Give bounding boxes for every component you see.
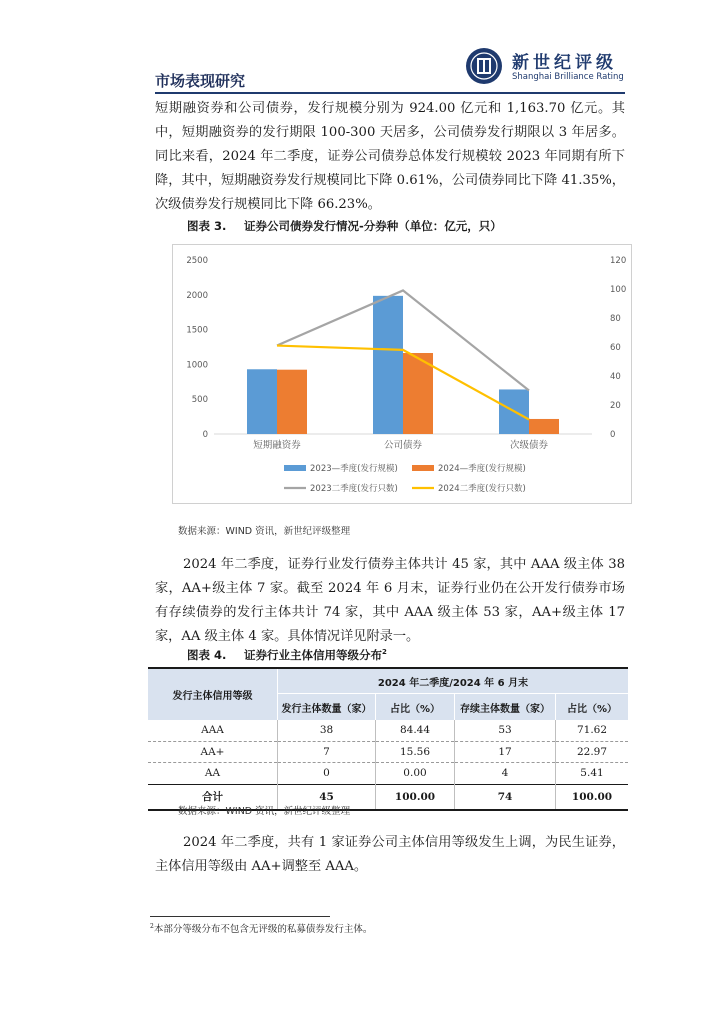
figure3-title: 证券公司债券发行情况-分券种（单位：亿元，只） (244, 219, 502, 233)
paragraph-2: 2024 年二季度，证券行业发行债券主体共计 45 家，其中 AAA 级主体 38 家，AA+级主体 7 家。截至 2024 年 6 月末，证券行业仍在公开发行债券市场有存续债券的发行主体共计 74 家，其中 AAA 级主体 53 家，AA+级主体 17 家，AA 级主体 4 家。具体情况详见附录一。 (155, 557, 625, 644)
outstanding-count-cell: 17 (455, 741, 556, 763)
category-label: 次级债券 (509, 440, 549, 451)
y-right-tick-label: 20 (610, 401, 621, 411)
legend-swatch (284, 465, 306, 471)
figure4-label: 图表 4. (187, 648, 227, 662)
issuer-count-cell: 38 (278, 720, 376, 741)
paragraph-1: 短期融资券和公司债券，发行规模分别为 924.00 亿元和 1,163.70 亿元。其中，短期融资券的发行期限 100-300 天居多，公司债券发行期限以 3 年居多。同比来看，2024 年二季度，证券公司债券总体发行规模较 2023 年同期有所下降，其中，短期融资券发行规模同比下降 0.61%，公司债券同比下降 41.35%，次级债券发行规模同比下降 66.23%。 (155, 101, 625, 212)
paragraph-3: 2024 年二季度，共有 1 家证券公司主体信用等级发生上调，为民生证券，主体信用等级由 AA+调整至 AAA。 (155, 835, 625, 874)
figure4-title: 证券行业主体信用等级分布 (244, 648, 382, 662)
table-row (148, 741, 628, 763)
total-label-cell: 合计 (148, 784, 278, 810)
y-right-tick-label: 120 (610, 256, 627, 266)
table-group-header: 2024 年二季度/2024 年 6 月末 (278, 668, 629, 694)
col-header-outstanding-pct: 占比（%） (556, 694, 629, 721)
section-title: 市场表现研究 (155, 72, 246, 90)
header-rule (155, 92, 625, 94)
figure4-footnote-ref: 2 (382, 648, 387, 657)
figure3-label: 图表 3. (187, 219, 227, 233)
y-left-tick-label: 2000 (186, 290, 208, 301)
y-left-tick-label: 500 (191, 395, 208, 406)
logo-english-name: Shanghai Brilliance Rating (512, 72, 624, 82)
issuer-count-cell: 7 (278, 741, 376, 763)
y-left-tick-label: 1500 (186, 325, 208, 336)
table-row (148, 763, 628, 785)
issuer-pct-cell: 84.44 (376, 720, 455, 741)
figure4-source: 数据来源：WIND 资讯，新世纪评级整理 (178, 806, 351, 817)
outstanding-pct-cell: 5.41 (556, 763, 629, 785)
legend-swatch (412, 465, 434, 471)
bar-2023-0 (247, 369, 277, 434)
footnote-mark: 2 (150, 922, 154, 930)
legend-label: 2023二季度(发行只数) (310, 484, 398, 494)
brand-logo-icon (464, 46, 504, 86)
logo-chinese-name: 新世纪评级 (512, 53, 617, 73)
footnote (150, 921, 372, 935)
category-label: 短期融资券 (253, 440, 301, 451)
footnote-text: 本部分等级分布不包含无评级的私募债券发行主体。 (153, 924, 373, 935)
y-right-tick-label: 0 (610, 430, 616, 440)
issuer-count-cell: 0 (278, 763, 376, 785)
figure3-source: 数据来源：WIND 资讯，新世纪评级整理 (178, 526, 351, 537)
col-header-issuer-count: 发行主体数量（家） (278, 694, 376, 721)
footnote-rule (150, 916, 330, 917)
table-corner-header: 发行主体信用等级 (148, 668, 278, 720)
rating-cell: AAA (148, 720, 278, 741)
total-issuer-count-cell: 45 (278, 784, 376, 810)
y-left-tick-label: 0 (202, 430, 208, 440)
bar-2024-0 (277, 370, 307, 434)
y-right-tick-label: 80 (610, 314, 621, 324)
bar-2023-1 (373, 296, 403, 434)
col-header-outstanding-count: 存续主体数量（家） (455, 694, 556, 721)
rating-cell: AA+ (148, 741, 278, 763)
y-right-tick-label: 60 (610, 343, 621, 353)
outstanding-pct-cell: 22.97 (556, 741, 629, 763)
total-outstanding-pct-cell: 100.00 (556, 784, 629, 810)
legend-label: 2024二季度(发行只数) (438, 484, 526, 494)
y-right-tick-label: 100 (610, 285, 627, 295)
issuer-pct-cell: 0.00 (376, 763, 455, 785)
rating-cell: AA (148, 763, 278, 785)
figure4-title-block (244, 647, 387, 663)
outstanding-count-cell: 53 (455, 720, 556, 741)
total-issuer-pct-cell: 100.00 (376, 784, 455, 810)
legend-label: 2023—季度(发行规模) (310, 464, 398, 474)
bar-2024-2 (529, 419, 559, 434)
y-right-tick-label: 40 (610, 372, 621, 382)
bond-issuance-chart (172, 244, 630, 502)
category-label: 公司债券 (383, 440, 423, 451)
table-row (148, 720, 628, 741)
issuer-pct-cell: 15.56 (376, 741, 455, 763)
y-left-tick-label: 1000 (186, 360, 208, 371)
col-header-issuer-pct: 占比（%） (376, 694, 455, 721)
credit-rating-table (148, 667, 628, 811)
legend-label: 2024—季度(发行规模) (438, 464, 526, 474)
outstanding-pct-cell: 71.62 (556, 720, 629, 741)
total-outstanding-count-cell: 74 (455, 784, 556, 810)
y-left-tick-label: 2500 (186, 256, 208, 266)
outstanding-count-cell: 4 (455, 763, 556, 785)
